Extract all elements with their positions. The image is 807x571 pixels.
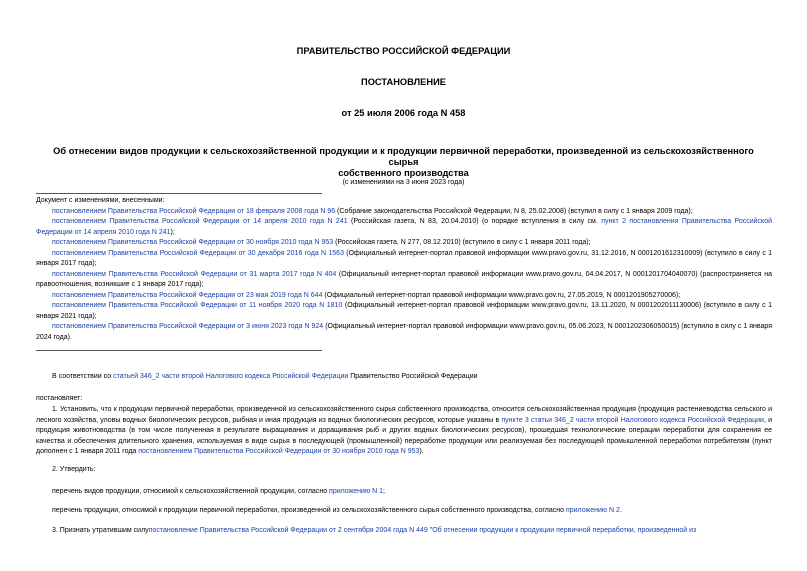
- clause-1-text: 1. Установить, что к продукции первичной переработки, произведенной из сельскохозяйственного сырья собственного производства, относится сельскохозяйственная продукция (продукция растениеводства сельского и лесного хозяйства, уловы водных биологических ресурсов, рыбная и иная продукция из водных биологических ресурсов, которые указаны в: [36, 406, 772, 424]
- amendment-item: [36, 207, 772, 218]
- amendment-link[interactable]: постановлением Правительства Российской Федерации от 11 ноября 2020 года N 1810: [52, 302, 343, 309]
- appendix-2-link[interactable]: приложению N 2: [565, 507, 620, 514]
- amendments-block: [36, 196, 772, 343]
- amendment-text: (Официальный интернет-портал правовой информации www.pravo.gov.ru, 04.04.2017, N 0001201704040070) (распространяется на правоотношения, возникшие с 1 января 2017 года);: [36, 270, 772, 288]
- amendments-intro: Документ с изменениями, внесенными:: [36, 197, 165, 204]
- amendment-link[interactable]: постановлением Правительства Российской Федерации от 3 июня 2023 года N 924: [52, 323, 324, 330]
- amendments-top-divider: [36, 193, 322, 194]
- amendment-item: [36, 217, 772, 238]
- amendment-link[interactable]: постановлением Правительства Российской Федерации от 23 мая 2019 года N 644: [52, 291, 323, 299]
- document-type-heading: ПОСТАНОВЛЕНИЕ: [361, 77, 446, 87]
- amendment-text: (Российская газета, N 83, 20.04.2010) (о порядке вступления в силу см.: [347, 218, 602, 225]
- title-line-2: собственного производства: [338, 168, 469, 178]
- amendments-bottom-divider: [36, 350, 322, 351]
- clause-3: [36, 526, 772, 537]
- amendment-link-2[interactable]: пункт 2 постановления Правительства Российской Федерации от 14 апреля 2010 года N 241: [36, 218, 773, 236]
- clause-2-item-text: перечень видов продукции, относимой к сельскохозяйственной продукции, согласно: [52, 488, 330, 495]
- amendment-text: (Официальный интернет-портал правовой информации www.pravo.gov.ru, 05.06.2023, N 0001202306050015) (вступило в силу с 1 января 2024 года).: [36, 323, 773, 341]
- amendment-text: (Официальный интернет-портал правовой информации www.pravo.gov.ru, 13.11.2020, N 0001202011130006) (вступило в силу с 1 января 2021 года);: [36, 302, 773, 320]
- title-line-1: Об отнесении видов продукции к сельскохозяйственной продукции и к продукции первичной переработки, произведенной из сельскохозяйственного сырья: [53, 146, 754, 167]
- amendment-text: (Российская газета, N 277, 08.12.2010) (вступило в силу с 1 января 2011 года);: [333, 239, 591, 246]
- amendment-link[interactable]: постановлением Правительства Российской Федерации от 14 апреля 2010 года N 241: [52, 218, 348, 225]
- amendment-text: (Собрание законодательства Российской Федерации, N 8, 25.02.2008) (вступил в силу с 1 января 2009 года);: [335, 207, 693, 215]
- amendment-link[interactable]: постановлением Правительства Российской Федерации от 18 февраля 2008 года N 96: [52, 207, 336, 215]
- clause-2-item-1: [36, 487, 772, 498]
- resolution-953-link[interactable]: постановлением Правительства Российской Федерации от 30 ноября 2010 года N 953: [138, 448, 420, 455]
- amendment-text: (Официальный интернет-портал правовой информации www.pravo.gov.ru, 31.12.2016, N 0001201612310009) (вступило в силу с 1 января 2017 года);: [36, 249, 772, 267]
- appendix-1-link[interactable]: приложению N 1: [329, 488, 384, 495]
- amendment-item: [36, 270, 772, 291]
- amendment-item: [36, 322, 772, 343]
- clause-1-text: ).: [419, 448, 424, 455]
- edition-note: (с изменениями на 3 июня 2023 года): [342, 179, 465, 186]
- resolution-449-link[interactable]: постановление Правительства Российской Федерации от 2 сентября 2004 года N 449 "Об отнесении продукции к продукции первичной переработки, произведенной из: [148, 527, 697, 534]
- clause-2-item-text: перечень продукции, относимой к продукции первичной переработки, произведенной из сельскохозяйственного сырья собственного производства, согласно: [52, 507, 566, 514]
- clause-2-item-text: ;: [383, 488, 385, 495]
- document-date-heading: от 25 июля 2006 года N 458: [341, 108, 466, 118]
- clause-2-item-2: [36, 506, 772, 517]
- amendment-link[interactable]: постановлением Правительства Российской Федерации от 31 марта 2017 года N 404: [52, 270, 337, 278]
- amendment-text: );: [170, 228, 175, 236]
- preamble-text: Правительство Российской Федерации: [348, 373, 478, 380]
- preamble: [36, 372, 772, 383]
- amendment-item: [36, 301, 772, 322]
- amendment-link[interactable]: постановлением Правительства Российской Федерации от 30 декабря 2016 года N 1563: [52, 249, 344, 257]
- amendment-item: [36, 249, 772, 270]
- resolves-text: постановляет:: [36, 395, 83, 402]
- amendment-item: [36, 291, 772, 302]
- clause-1: [36, 405, 772, 458]
- clause-2-item-text: .: [619, 507, 622, 514]
- document-title: [40, 146, 767, 179]
- amendment-item: [36, 238, 772, 249]
- government-heading: ПРАВИТЕЛЬСТВО РОССИЙСКОЙ ФЕДЕРАЦИИ: [296, 46, 511, 56]
- tax-code-link[interactable]: статьей 346_2 части второй Налогового кодекса Российской Федерации: [113, 373, 349, 380]
- amendment-link[interactable]: постановлением Правительства Российской Федерации от 30 ноября 2010 года N 953: [52, 239, 334, 246]
- clause-2-heading: 2. Утвердить:: [52, 466, 96, 473]
- tax-code-clause-link[interactable]: пункте 3 статьи 346_2 части второй Налогового кодекса Российской Федерации: [501, 416, 764, 424]
- clause-1-text: , и продукция животноводства (в том числе полученная в результате выращивания и доращивания рыб и других водных биологических ресурсов), прошедшая технологические операции переработки для сохранения ее качества и обеспечения длительного хранения, используемая в виде сырья в последующей (промышленной) переработке продукции или реализуемая без последующей промышленной переработки потребителям (пункт дополнен с 1 января 2011 года: [36, 416, 772, 455]
- amendment-text: (Официальный интернет-портал правовой информации www.pravo.gov.ru, 27.05.2019, N 0001201905270006);: [322, 291, 681, 299]
- preamble-text: В соответствии со: [52, 373, 114, 380]
- clause-3-text: 3. Признать утратившим силу: [52, 527, 149, 534]
